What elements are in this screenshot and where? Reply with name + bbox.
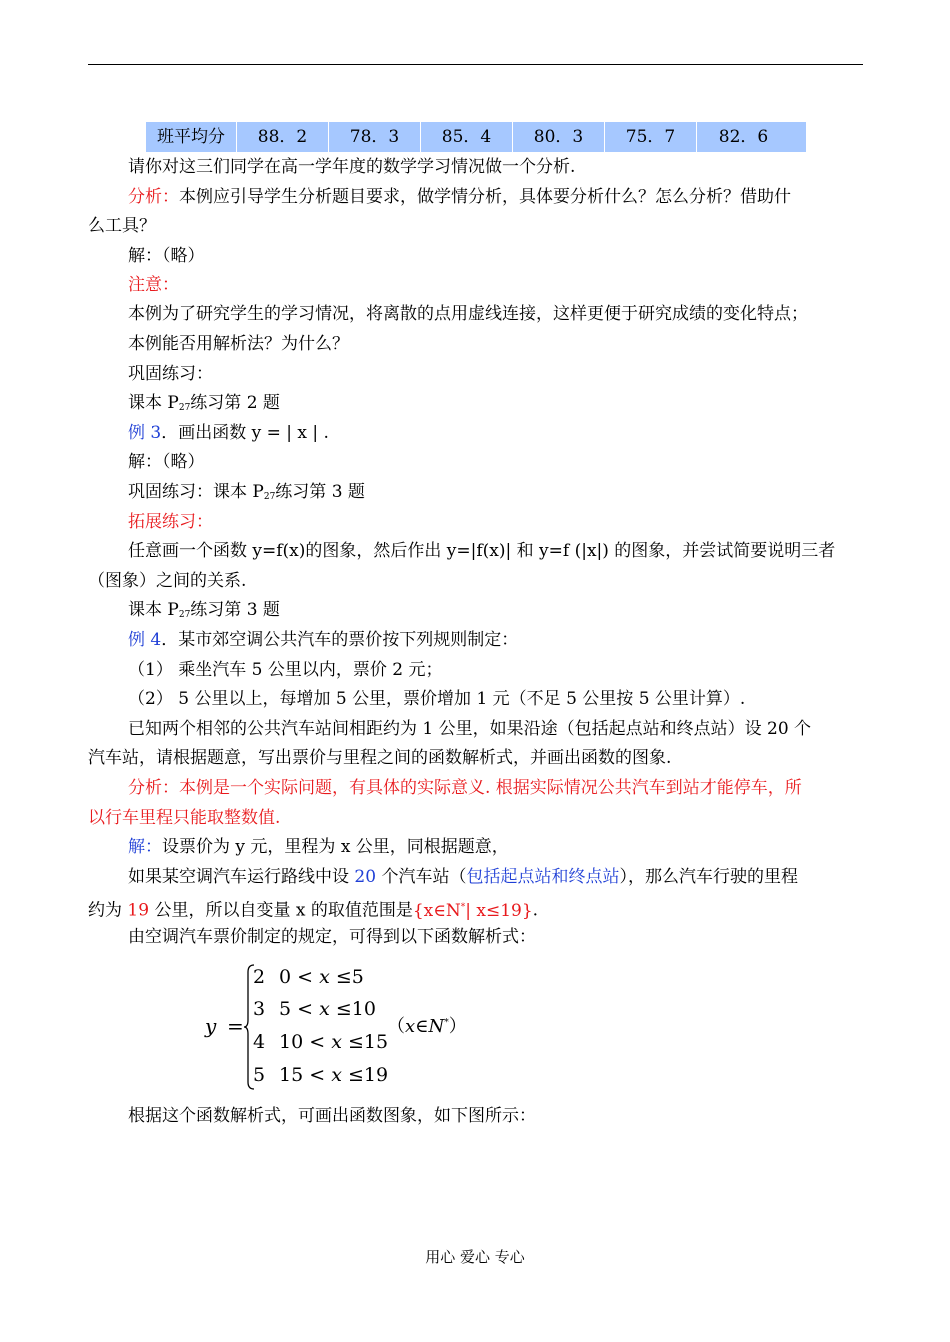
text-span: 练习第 3 题 [275, 482, 365, 502]
example-label: 例 4 [128, 630, 162, 650]
analysis-line [128, 185, 791, 209]
table-cell: 88．2 [257, 127, 308, 147]
solution-text: 设票价为 y 元，里程为 x 公里，同根据题意， [162, 837, 509, 857]
case-var: x [319, 966, 330, 988]
table-cell: 85．4 [441, 127, 492, 147]
domain-set-symbol: N [428, 1016, 445, 1037]
formula-y: y [205, 1014, 217, 1038]
case-var: x [331, 1031, 342, 1053]
paren: （ [387, 1016, 405, 1037]
text-line [128, 598, 280, 627]
rule-item: （1） 乘坐汽车 5 公里以内，票价 2 元； [128, 660, 443, 680]
rule-item: （2） 5 公里以上，每增加 5 公里，票价增加 1 元（不足 5 公里按 5 公里计算）. [128, 689, 746, 709]
analysis-text: 本例应引导学生分析题目要求，做学情分析，具体要分析什么？怎么分析？借助什 [179, 187, 791, 207]
text-span: 练习第 2 题 [190, 393, 280, 413]
text-line: 巩固练习： [128, 364, 213, 384]
text-line: 请你对这三们同学在高一学年度的数学学习情况做一个分析. [128, 157, 576, 177]
table-cell: 82．6 [718, 127, 769, 147]
extension-heading: 拓展练习： [128, 512, 213, 532]
text-line: 解：（略） [128, 452, 205, 472]
case-var: x [319, 998, 330, 1020]
text-span: ），那么汽车行驶的里程 [619, 867, 798, 887]
analysis-line: 以行车里程只能取整数值. [88, 808, 281, 828]
domain-var: x [405, 1016, 416, 1037]
domain-set [413, 901, 533, 921]
table-cell: 80．3 [533, 127, 584, 147]
text-span: 如果某空调汽车运行路线中设 [128, 867, 355, 887]
example-3-line [128, 421, 329, 445]
case-cond: ≤10 [329, 998, 376, 1020]
text-line: 已知两个相邻的公共汽车站间相距约为 1 公里，如果沿途（包括起点站和终点站）设 20 个 [128, 719, 812, 739]
text-span: 课本 P [128, 393, 179, 413]
text-line [88, 895, 538, 923]
table-cell: 75．7 [625, 127, 676, 147]
piecewise-formula [205, 962, 495, 1092]
case-row [253, 966, 364, 988]
text-line: 本例能否用解析法？为什么？ [128, 334, 349, 354]
formula-domain [387, 1012, 467, 1038]
text-line [128, 480, 365, 509]
formula-equals: = [227, 1014, 244, 1038]
highlight-text: 包括起点站和终点站 [466, 867, 620, 887]
text-span: 巩固练习：课本 P [128, 482, 264, 502]
text-line: 根据这个函数解析式，可画出函数图象，如下图所示： [128, 1106, 536, 1126]
text-span: 公里，所以自变量 x 的取值范围是 [149, 900, 413, 921]
solution-line [128, 835, 509, 859]
case-cond: ≤19 [341, 1064, 389, 1086]
case-cond: 0 < [279, 966, 320, 988]
superscript: * [444, 1018, 449, 1028]
text-span: 课本 P [128, 600, 179, 620]
paren: ） [448, 1016, 467, 1037]
subscript: 27 [178, 403, 191, 413]
table-cell: 78．3 [349, 127, 400, 147]
text-line: （图象）之间的关系. [88, 571, 247, 591]
case-cond: ≤5 [329, 966, 364, 988]
score-table-row [146, 122, 806, 152]
case-value: 2 [253, 966, 266, 988]
text-line [128, 391, 280, 420]
case-cond: 15 < [279, 1064, 332, 1086]
case-value: 3 [253, 998, 266, 1020]
text-line: 汽车站，请根据题意，写出票价与里程之间的函数解析式，并画出函数的图象. [88, 748, 672, 768]
note-heading: 注意： [128, 275, 179, 295]
subscript: 27 [263, 492, 276, 502]
text-span: {x∈N [412, 900, 461, 921]
highlight-number: 20 [354, 867, 377, 887]
subscript: 27 [178, 610, 191, 620]
text-line: 任意画一个函数 y=f(x)的图象，然后作出 y=|f(x)| 和 y=f (|x|) 的图象，并尝试简要说明三者 [128, 541, 836, 561]
case-row [253, 998, 376, 1020]
header-rule [88, 64, 863, 65]
case-var: x [331, 1064, 342, 1086]
text-line: 解：（略） [128, 246, 205, 266]
text-line: 本例为了研究学生的学习情况，将离散的点用虚线连接，这样更便于研究成绩的变化特点； [128, 304, 808, 324]
example-text: ．画出函数 y = | x | . [161, 423, 329, 443]
highlight-number: 19 [127, 900, 150, 921]
text-line: 由空调汽车票价制定的规定，可得到以下函数解析式： [128, 927, 536, 947]
case-value: 4 [253, 1031, 266, 1053]
example-4-line [128, 628, 518, 652]
text-span: 个汽车站（ [376, 867, 467, 887]
text-line [128, 865, 798, 889]
text-line: 么工具？ [88, 216, 156, 236]
case-cond: ≤15 [341, 1031, 389, 1053]
table-row-label: 班平均分 [157, 127, 225, 147]
text-span: | x≤19} [465, 900, 533, 921]
case-row [253, 1031, 388, 1053]
case-value: 5 [253, 1064, 266, 1086]
text-span: 约为 [88, 900, 128, 921]
example-label: 例 3 [128, 423, 162, 443]
page-footer: 用心 爱心 专心 [425, 1248, 525, 1266]
solution-label: 解： [128, 837, 162, 857]
example-text: ．某市郊空调公共汽车的票价按下列规则制定： [161, 630, 519, 650]
element-of: ∈ [415, 1016, 429, 1037]
case-row [253, 1064, 388, 1086]
case-cond: 10 < [279, 1031, 332, 1053]
analysis-line: 分析：本例是一个实际问题，有具体的实际意义. 根据实际情况公共汽车到站才能停车，所 [128, 778, 802, 798]
case-cond: 5 < [279, 998, 320, 1020]
superscript: * [460, 902, 466, 912]
text-span: 练习第 3 题 [190, 600, 280, 620]
analysis-label: 分析： [128, 187, 179, 207]
text-span: . [532, 900, 539, 921]
